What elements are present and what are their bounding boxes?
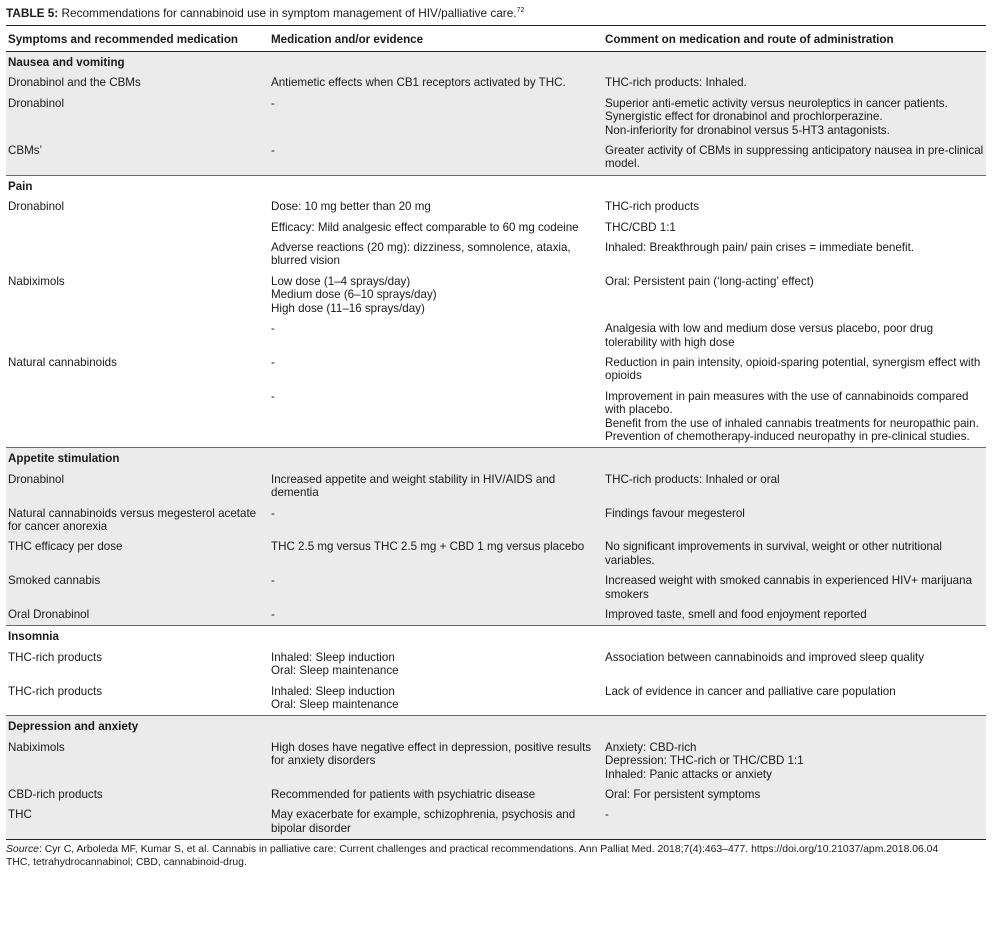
cell-evidence: Adverse reactions (20 mg): dizziness, somnolence, ataxia, blurred vision <box>271 241 571 268</box>
table-row <box>6 605 986 626</box>
cell-evidence: Inhaled: Sleep induction Oral: Sleep maintenance <box>271 684 399 712</box>
document <box>6 0 986 869</box>
cell-comment: THC-rich products <box>605 200 700 214</box>
cell-comment: THC-rich products: Inhaled. <box>605 76 747 90</box>
cell-comment: Association between cannabinoids and improved sleep quality <box>605 650 925 664</box>
cell-comment: Anxiety: CBD-rich Depression: THC-rich or THC/CBD 1:1 Inhaled: Panic attacks or anxiety <box>605 740 804 781</box>
cell-symptom: Dronabinol and the CBMs <box>8 76 141 90</box>
cell-evidence: May exacerbate for example, schizophrenia, psychosis and bipolar disorder <box>271 808 576 835</box>
cell-symptom: Oral Dronabinol <box>8 608 90 621</box>
cell-evidence: - <box>271 322 275 336</box>
cell-symptom: Natural cannabinoids versus megesterol acetate for cancer anorexia <box>8 506 257 533</box>
cell-comment: No significant improvements in survival, weight or other nutritional variables. <box>605 540 943 567</box>
cell-comment: Increased weight with smoked cannabis in experienced HIV+ marijuana smokers <box>605 574 973 601</box>
header-row <box>6 26 986 52</box>
cell-symptom: THC-rich products <box>8 650 103 664</box>
section-title: Appetite stimulation <box>8 452 120 466</box>
cell-comment: Superior anti-emetic activity versus neuroleptics in cancer patients. Synergistic effect for dronabinol and prochlorperazine. Non-inferiority for dronabinol versus 5-HT3 antagonists. <box>605 96 948 137</box>
cell-symptom: THC efficacy per dose <box>8 540 123 554</box>
cell-evidence: High doses have negative effect in depression, positive results for anxiety disorders <box>271 740 592 768</box>
table-row <box>6 805 986 839</box>
cell-symptom: Dronabinol <box>8 200 65 214</box>
cell-comment: Lack of evidence in cancer and palliative care population <box>605 684 896 698</box>
cell-evidence: Inhaled: Sleep induction Oral: Sleep maintenance <box>271 650 399 678</box>
cell-symptom: CBD-rich products <box>8 788 103 802</box>
table-row <box>6 571 986 605</box>
table-row <box>6 785 986 805</box>
section-depression-and-anxiety <box>6 716 986 840</box>
cell-comment: THC/CBD 1:1 <box>605 220 676 234</box>
cell-comment: Improvement in pain measures with the use of cannabinoids compared with placebo. Benefit from the use of inhaled cannabis treatments for neuropathic pain. Prevention of chemotherapy-induced neuropathy in pre-clinical studies. <box>605 389 979 443</box>
table-header <box>6 26 986 52</box>
cell-symptom: THC-rich products <box>8 684 103 698</box>
table-row <box>6 197 986 217</box>
cell-comment: Oral: Persistent pain (‘long-acting’ effect) <box>605 274 814 288</box>
cell-comment: - <box>605 808 609 822</box>
table-row <box>6 470 986 504</box>
cell-evidence: - <box>271 389 275 403</box>
cell-comment: Inhaled: Breakthrough pain/ pain crises = immediate benefit. <box>605 241 915 255</box>
recommendations-table <box>6 25 986 840</box>
table-row <box>6 94 986 141</box>
table-row <box>6 238 986 272</box>
cell-comment: Reduction in pain intensity, opioid-sparing potential, synergism effect with opioids <box>605 355 981 383</box>
cell-comment: Oral: For persistent symptoms <box>605 788 761 802</box>
header-evidence: Medication and/or evidence <box>269 26 603 52</box>
cell-symptom <box>6 319 269 353</box>
cell-evidence: THC 2.5 mg versus THC 2.5 mg + CBD 1 mg versus placebo <box>271 540 585 554</box>
table-caption <box>6 6 986 20</box>
cell-symptom: Natural cannabinoids <box>8 355 117 369</box>
cell-symptom: THC <box>8 808 32 822</box>
cell-comment: Greater activity of CBMs in suppressing anticipatory nausea in pre-clinical model. <box>605 144 984 171</box>
section-header-row <box>6 716 986 738</box>
section-insomnia <box>6 626 986 716</box>
cell-symptom: Dronabinol <box>8 96 65 110</box>
section-title: Pain <box>8 179 33 193</box>
table-row <box>6 648 986 682</box>
section-title: Nausea and vomiting <box>8 56 125 69</box>
cell-symptom: Nabiximols <box>8 274 65 288</box>
table-row <box>6 141 986 175</box>
cell-comment: Findings favour megesterol <box>605 506 745 520</box>
source-label: Source <box>6 844 39 856</box>
cell-evidence: - <box>271 608 275 621</box>
abbreviations-note: THC, tetrahydrocannabinol; CBD, cannabinoid-drug. <box>6 857 247 869</box>
cell-evidence: - <box>271 506 275 520</box>
cell-symptom <box>6 238 269 272</box>
section-header-row <box>6 52 986 74</box>
section-appetite-stimulation <box>6 448 986 626</box>
table-row <box>6 738 986 785</box>
cell-comment: Improved taste, smell and food enjoyment reported <box>605 608 867 621</box>
section-title: Insomnia <box>8 630 59 644</box>
table-row <box>6 537 986 571</box>
section-nausea-and-vomiting <box>6 52 986 176</box>
section-title: Depression and anxiety <box>8 720 139 734</box>
source-citation: : Cyr C, Arboleda MF, Kumar S, et al. Cannabis in palliative care: Current challenges and practical recommendations. Ann Palliat Med. 2018;7(4):463–477. https://doi.org/10.21037/apm.2018.06.04 <box>38 844 939 856</box>
cell-evidence: Recommended for patients with psychiatric disease <box>271 788 536 802</box>
table-row <box>6 504 986 538</box>
cell-evidence: Increased appetite and weight stability in HIV/AIDS and dementia <box>271 472 556 500</box>
caption-label: TABLE 5: <box>6 6 59 20</box>
cell-evidence: Low dose (1–4 sprays/day) Medium dose (6–10 sprays/day) High dose (11–16 sprays/day) <box>271 274 437 315</box>
cell-symptom: Nabiximols <box>8 740 65 754</box>
cell-symptom <box>6 218 269 238</box>
cell-comment: THC-rich products: Inhaled or oral <box>605 472 780 486</box>
table-row <box>6 387 986 448</box>
section-header-row <box>6 175 986 197</box>
cell-symptom: Smoked cannabis <box>8 574 101 588</box>
cell-evidence: - <box>271 96 275 110</box>
table-row <box>6 353 986 387</box>
section-header-row <box>6 448 986 470</box>
section-header-row <box>6 626 986 648</box>
section-pain <box>6 175 986 448</box>
cell-evidence: - <box>271 355 275 369</box>
table-row <box>6 682 986 716</box>
cell-evidence: Dose: 10 mg better than 20 mg <box>271 200 431 214</box>
cell-symptom: Dronabinol <box>8 472 65 486</box>
table-row <box>6 218 986 238</box>
cell-evidence: - <box>271 144 275 158</box>
cell-evidence: Antiemetic effects when CB1 receptors activated by THC. <box>271 76 566 90</box>
cell-evidence: Efficacy: Mild analgesic effect comparable to 60 mg codeine <box>271 220 579 234</box>
caption-reference: 72 <box>516 7 525 15</box>
cell-symptom: CBMs’ <box>8 144 43 158</box>
table-row <box>6 272 986 319</box>
cell-evidence: - <box>271 574 275 588</box>
header-comment: Comment on medication and route of administration <box>603 26 986 52</box>
cell-comment: Analgesia with low and medium dose versus placebo, poor drug tolerability with high dose <box>605 322 934 349</box>
caption-text: Recommendations for cannabinoid use in symptom management of HIV/palliative care. <box>58 6 517 20</box>
table-row <box>6 73 986 93</box>
table-row <box>6 319 986 353</box>
source-note <box>6 843 986 856</box>
table-footer <box>6 843 986 869</box>
header-symptoms: Symptoms and recommended medication <box>6 26 269 52</box>
cell-symptom <box>6 387 269 448</box>
